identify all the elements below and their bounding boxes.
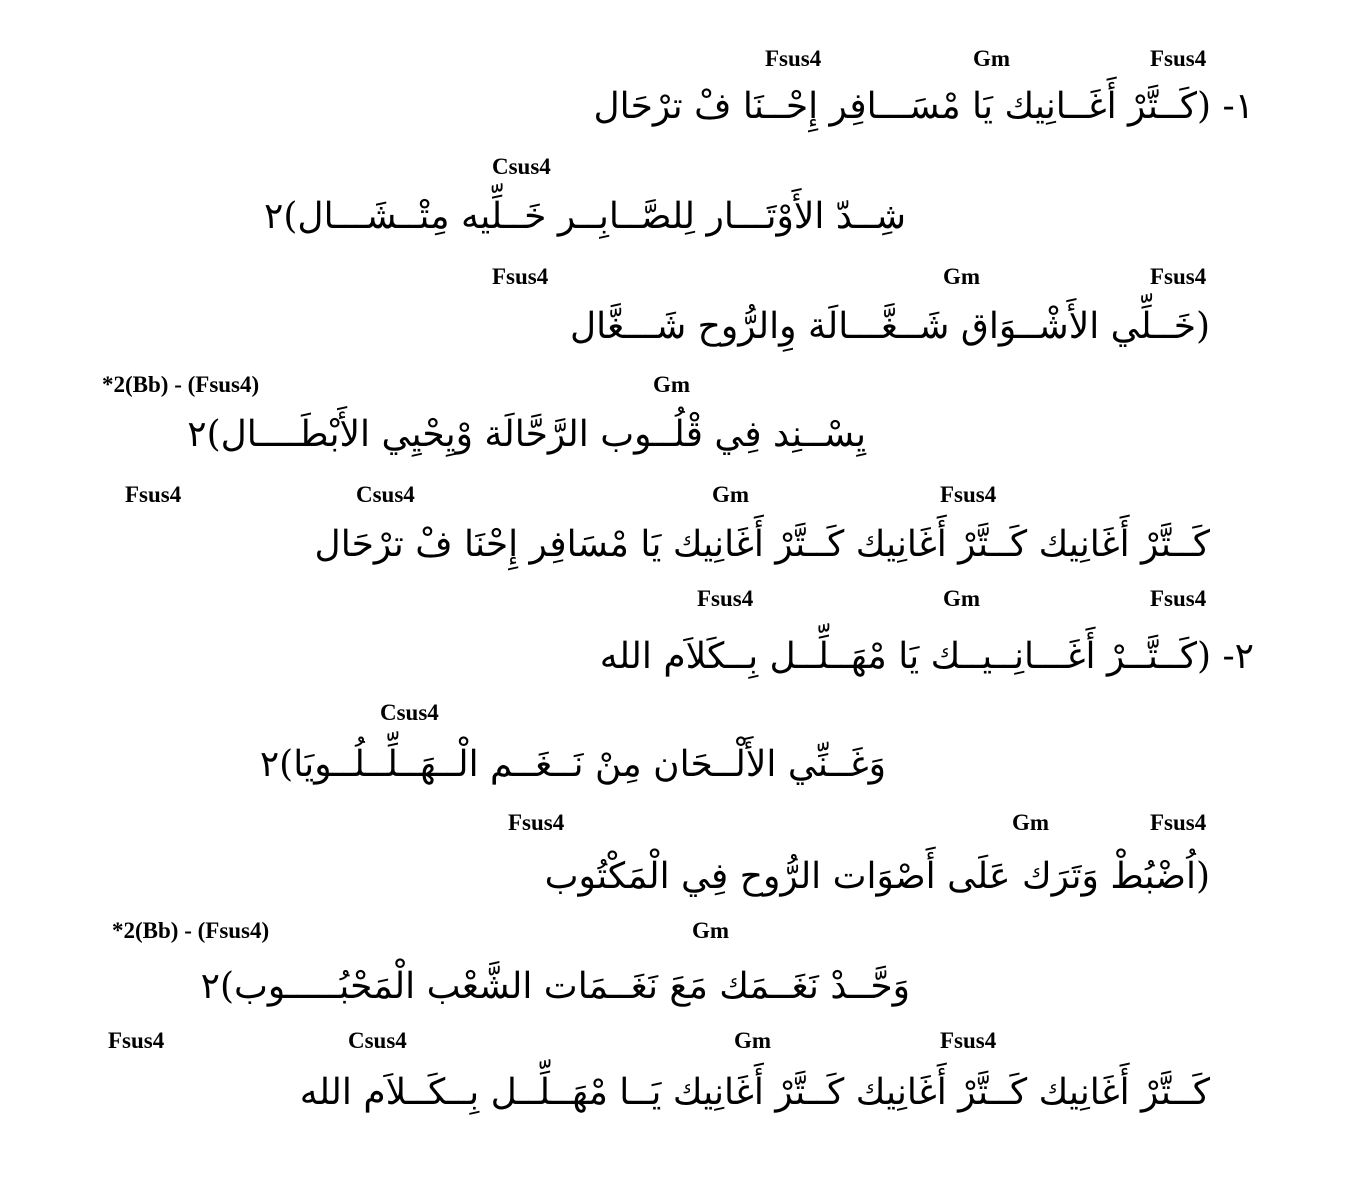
chord-label: Gm xyxy=(973,46,1011,71)
lyric-line: ٢- (كَــتَّــرْ أَغَـــانِــيــك يَا مْهَــلِّــل بِــكَلاَم الله xyxy=(599,636,1254,677)
chord-label: Gm xyxy=(692,918,730,943)
lyric-line: شِــدّ الأَوْتَـــار لِلصَّــابِــر خَــلِّيه مِتْــشَـــال)٢ xyxy=(264,196,906,237)
chord-label: Gm xyxy=(734,1028,772,1053)
chord-label: *2(Bb) - (Fsus4) xyxy=(112,918,270,943)
chord-label: Fsus4 xyxy=(108,1028,165,1053)
lyric-line: يِسْــنِد فِي قْلُــوب الرَّحَّالَة وْيِحْيِي الأَبْطَــــال)٢ xyxy=(187,414,866,455)
chord-label: Gm xyxy=(1012,810,1050,835)
lyric-line: (اُضْبُطْ وَتَرَك عَلَى أَصْوَات الرُّوح فِي الْمَكْتُوب xyxy=(544,856,1210,897)
chord-label: *2(Bb) - (Fsus4) xyxy=(102,372,260,397)
lyric-line: وَغَــنِّي الأَلْــحَان مِنْ نَــغَــم الْــهَــلِّــلُــويَا)٢ xyxy=(259,744,886,785)
chord-label: Csus4 xyxy=(380,700,439,725)
lyric-line: ١- (كَــتَّرْ أَغَــانِيك يَا مْسَـــافِر إِحْــنَا فْ ترْحَال xyxy=(593,86,1254,127)
chord-label: Gm xyxy=(943,264,981,289)
chord-label: Csus4 xyxy=(348,1028,407,1053)
chord-label: Gm xyxy=(653,372,691,397)
chord-label: Fsus4 xyxy=(492,264,549,289)
chord-label: Fsus4 xyxy=(1150,810,1207,835)
chord-label: Fsus4 xyxy=(697,586,754,611)
lyric-line: وَحَّــدْ نَغَــمَك مَعَ نَغَــمَات الشَّعْب الْمَحْبُـــــوب)٢ xyxy=(200,966,910,1007)
chord-label: Gm xyxy=(712,482,750,507)
lyric-line: (خَــلِّي الأَشْــوَاق شَــغَّـــالَة وِالرُّوح شَـــغَّال xyxy=(569,306,1210,347)
chord-label: Fsus4 xyxy=(940,1028,997,1053)
chord-label: Fsus4 xyxy=(1150,586,1207,611)
chord-label: Gm xyxy=(943,586,981,611)
lyric-line: كَــتَّرْ أَغَانِيك كَــتَّرْ أَغَانِيك كَــتَّرْ أَغَانِيك يَا مْسَافِر إِحْنَا فْ ترْحَال xyxy=(314,524,1210,565)
chord-label: Csus4 xyxy=(356,482,415,507)
chord-label: Fsus4 xyxy=(1150,264,1207,289)
chord-label: Fsus4 xyxy=(1150,46,1207,71)
chord-label: Csus4 xyxy=(492,154,551,179)
chord-label: Fsus4 xyxy=(765,46,822,71)
chord-label: Fsus4 xyxy=(508,810,565,835)
chord-label: Fsus4 xyxy=(940,482,997,507)
chord-label: Fsus4 xyxy=(125,482,182,507)
lyric-line: كَــتَّرْ أَغَانِيك كَــتَّرْ أَغَانِيك كَــتَّرْ أَغَانِيك يَــا مْهَــلِّــل بِــكَــلاَم الله xyxy=(299,1072,1210,1113)
